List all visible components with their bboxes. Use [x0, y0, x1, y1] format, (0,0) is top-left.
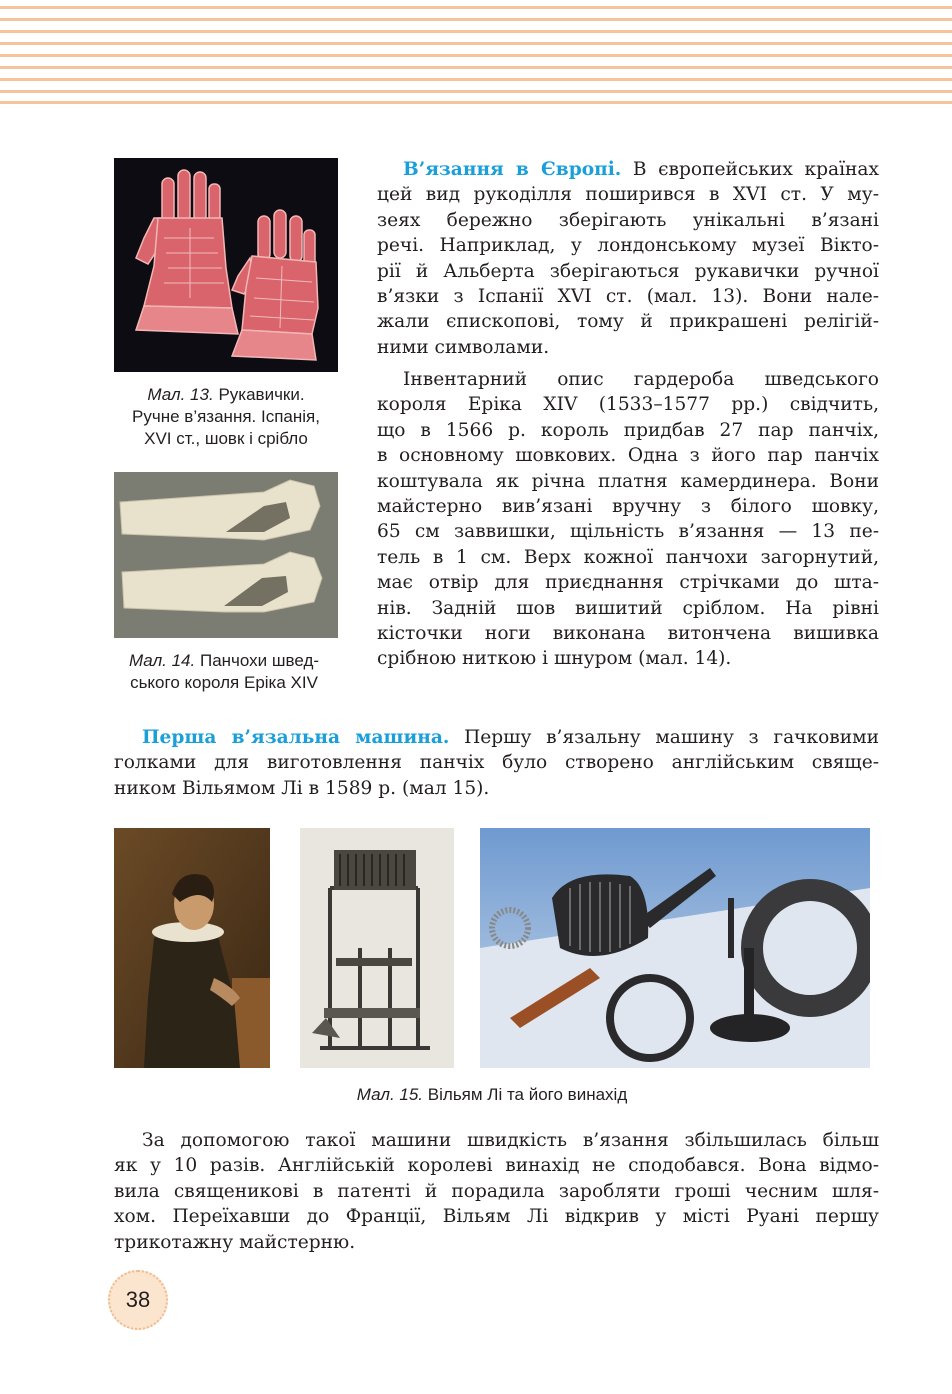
- page-number: 38: [125, 1287, 151, 1312]
- gloves-photo: [114, 158, 338, 372]
- section-erik-inventory: [377, 367, 879, 672]
- stockings-photo: [114, 472, 338, 638]
- section1-heading: В’язання в Європі.: [403, 159, 622, 180]
- fig13-caption-line2: Ручне в’язання. Іспанія,: [132, 407, 320, 426]
- fig15-caption: Мал. 15. Вільям Лі та його винахід: [356, 1085, 628, 1104]
- fig13-caption: [114, 384, 338, 450]
- section1-line: ними символами.: [377, 336, 550, 358]
- section3-heading: Перша в’язальна машина.: [142, 727, 450, 748]
- section4-line: трикотажну майстерню.: [114, 1231, 356, 1253]
- section2-line: короля Еріка XIV (1533–1577 рр.) свідчить,: [377, 394, 879, 416]
- section3-line: ником Вільямом Лі в 1589 р. (мал 15).: [114, 777, 490, 799]
- section3-line: Перша в’язальна машина. Першу в’язальну машину з гачковими: [142, 727, 879, 748]
- section1-line: в’язки з Іспанії XVI ст. (мал. 13). Вони нале-: [377, 286, 879, 308]
- fig14-caption-line1: Мал. 14. Панчохи швед-: [128, 651, 320, 670]
- section1-line: жали єпископові, тому й прикрашені релігій-: [377, 311, 879, 333]
- section-first-knitting-machine: [114, 725, 879, 801]
- section4-line: За допомогою такої машини швидкість в’язання збільшилась більш: [142, 1130, 879, 1151]
- section2-line: кісточки ноги виконана витончена вишивка: [377, 623, 879, 645]
- section2-line: 65 см заввишки, щільність в’язання — 13 пе-: [377, 521, 879, 543]
- section3-line: голками для виготовлення панчіх було створено англійським свяще-: [114, 752, 879, 774]
- section2-line: що в 1566 р. король придбав 27 пар панчіх,: [377, 419, 879, 441]
- knitting-machine-photo: [480, 828, 870, 1068]
- page-number-badge: [108, 1270, 168, 1330]
- section4-line: хом. Переїхавши до Франції, Вільям Лі відкрив у місті Руані першу: [114, 1206, 879, 1228]
- william-lee-portrait: [114, 828, 270, 1068]
- section2-line: майстерно вив’язані вручну з білого шовку,: [377, 496, 879, 518]
- section1-line: речі. Наприклад, у лондонському музеї Вікто-: [377, 235, 879, 257]
- section2-line: в основному шовкових. Одна з його пар панчіх: [377, 445, 879, 467]
- fig14-caption: [110, 650, 338, 694]
- section1-line: зеях бережно зберігають унікальні в’язані: [377, 209, 879, 231]
- section-machine-speed: [114, 1128, 879, 1255]
- fig13-caption-line1: Мал. 13. Рукавички.: [147, 385, 305, 404]
- section1-line: В’язання в Європі. В європейських країнах: [403, 159, 880, 180]
- section4-line: як у 10 разів. Англійській королеві винахід не сподобався. Вона відмо-: [114, 1155, 879, 1177]
- knitting-frame-engraving: [300, 828, 454, 1068]
- header-stripes: [0, 0, 952, 104]
- section2-line: тель в 1 см. Верх кожної панчохи загорнутий,: [377, 546, 879, 568]
- section2-line: срібною ниткою і шнуром (мал. 14).: [377, 648, 732, 670]
- section1-line: цей вид рукоділля поширився в XVI ст. У му-: [377, 184, 879, 206]
- section2-line: коштувала як річна платня камердинера. Вони: [377, 470, 879, 492]
- section1-line: рії й Альберта зберігаються рукавички ручної: [377, 260, 879, 282]
- section2-line: Інвентарний опис гардероба шведського: [403, 369, 879, 390]
- fig14-caption-line2: ського короля Еріка XIV: [130, 673, 318, 692]
- section2-line: має отвір для приєднання стрічками до шта-: [377, 572, 879, 594]
- section4-line: вила священикові в патенті й порадила заробляти гроші чесним шля-: [114, 1180, 879, 1202]
- section-knitting-in-europe: [377, 157, 879, 360]
- fig13-caption-line3: XVI ст., шовк і срібло: [144, 429, 308, 448]
- section2-line: нів. Задній шов вишитий сріблом. На рівні: [377, 597, 879, 619]
